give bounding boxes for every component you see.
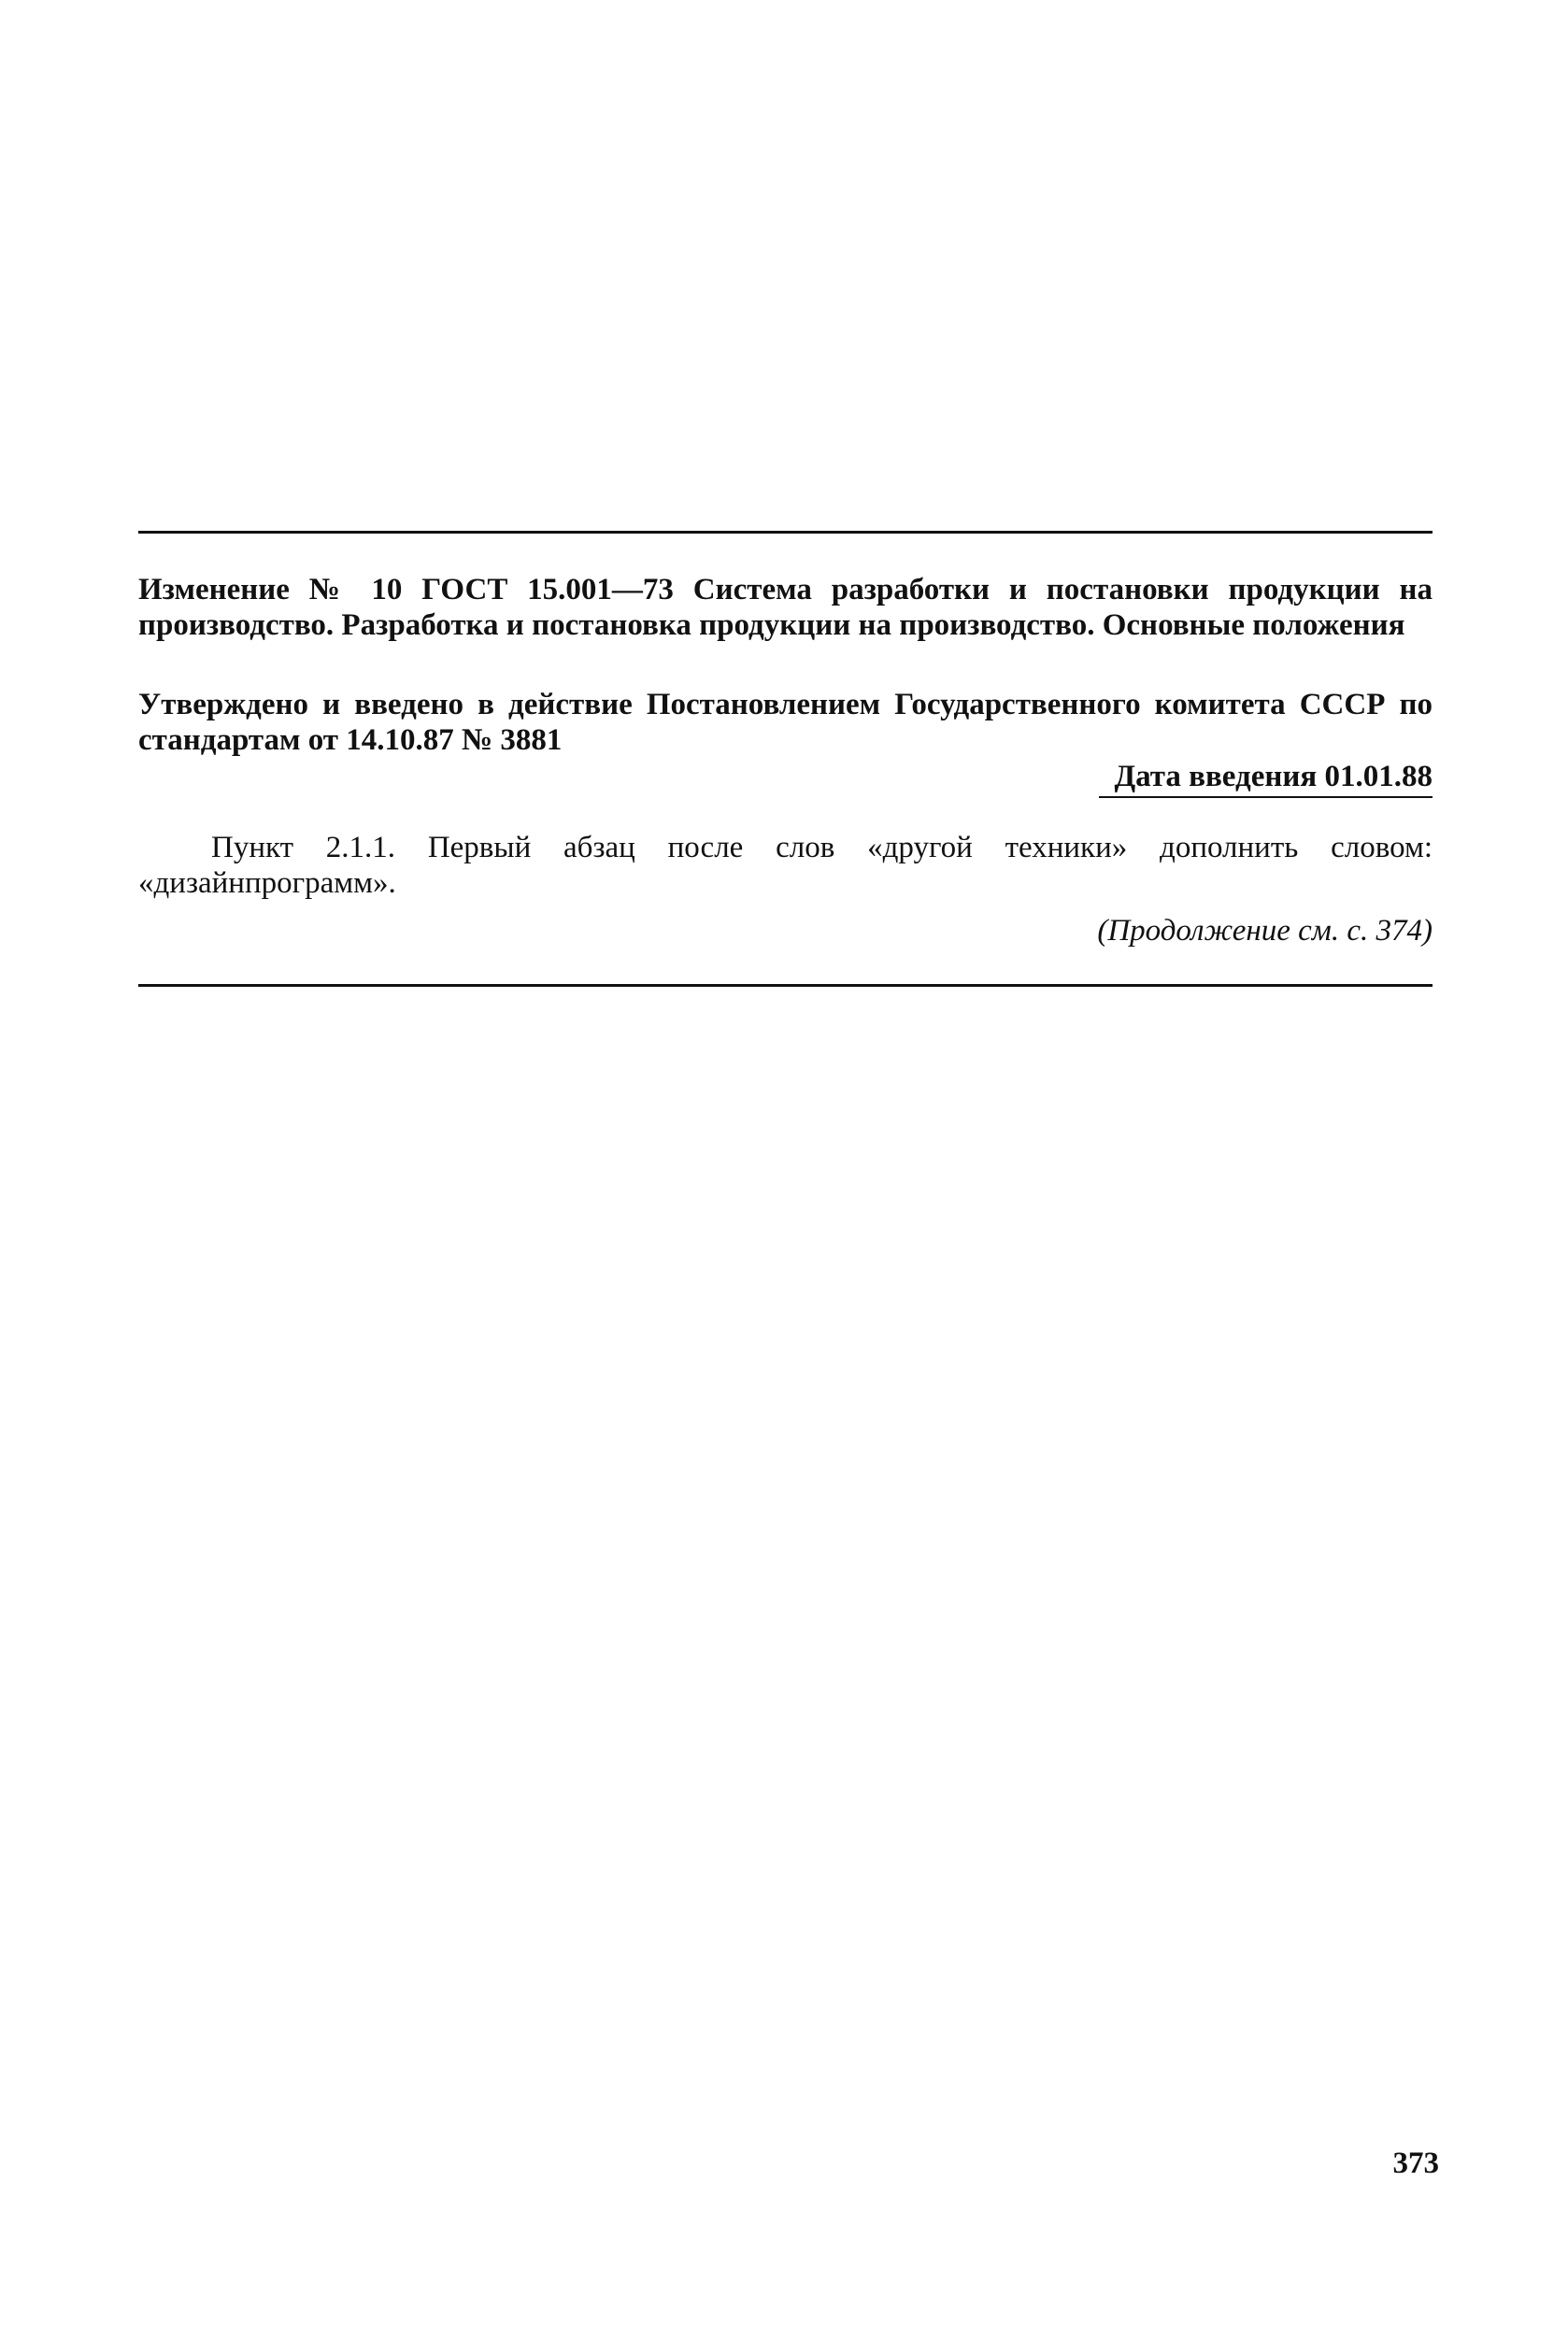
effective-date	[138, 759, 1433, 798]
approval-statement: Утверждено и введено в действие Постановлением Государственного комитета СССР по стандартам от 14.10.87 № 3881	[138, 688, 1433, 757]
document-title: Изменение № 10 ГОСТ 15.001—73 Система разработки и постановки продукции на производство. Разработка и постановка продукции на производство. Основные положения	[138, 573, 1433, 642]
top-divider	[138, 531, 1433, 534]
bottom-divider	[138, 984, 1433, 987]
page-number: 373	[1392, 2146, 1439, 2180]
amendment-paragraph: Пункт 2.1.1. Первый абзац после слов «другой техники» дополнить словом: «дизайнпрограмм».	[138, 831, 1433, 900]
effective-date-text: Дата введения 01.01.88	[1099, 759, 1433, 798]
continuation-note: (Продолжение см. с. 374)	[1097, 914, 1433, 948]
